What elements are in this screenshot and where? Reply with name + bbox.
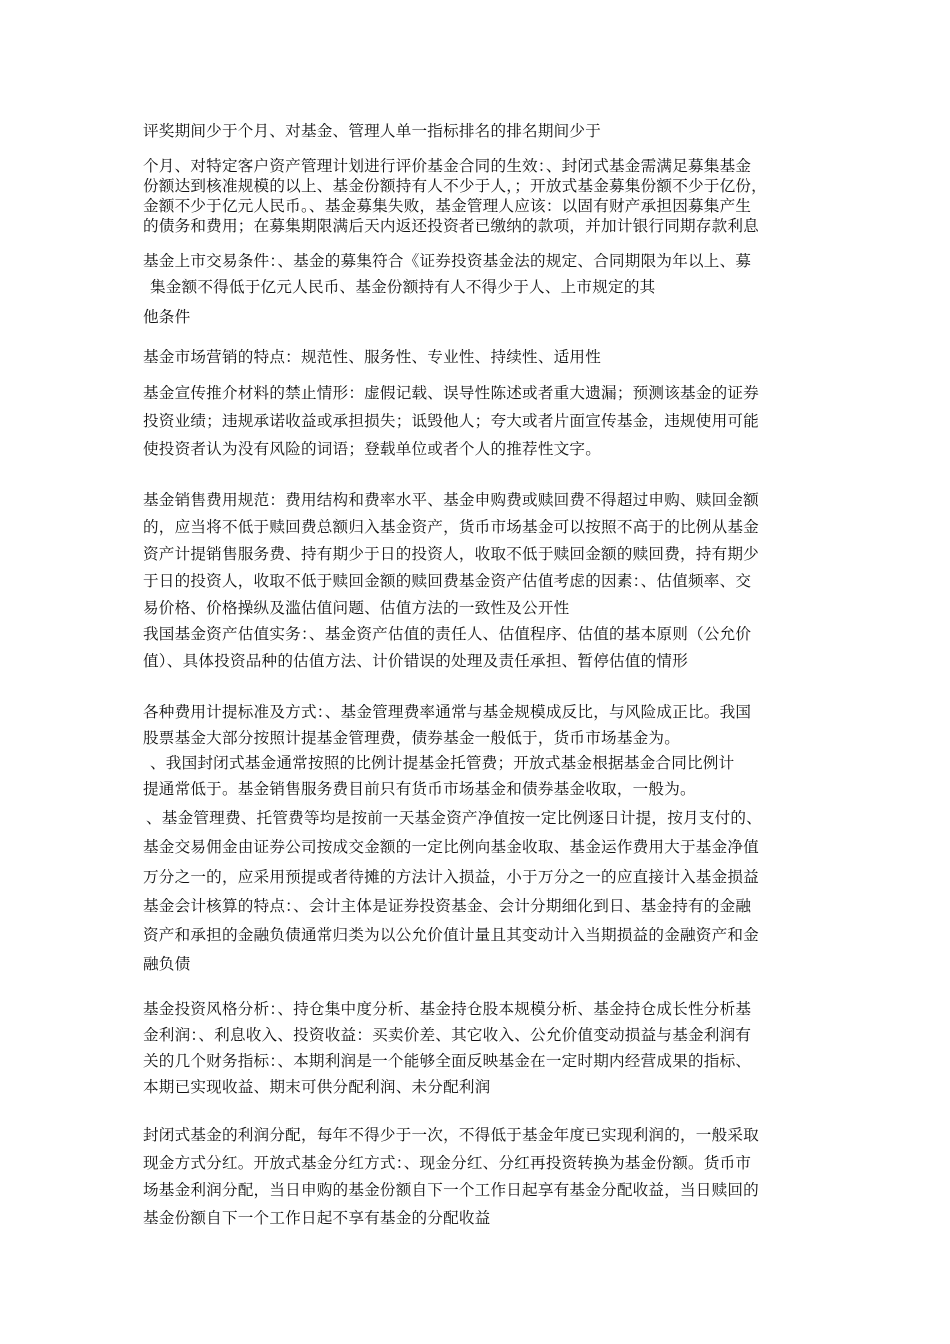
- paragraph-line: 份额达到核准规模的以上、基金份额持有人不少于人，；开放式基金募集份额不少于亿份，: [143, 177, 767, 195]
- paragraph-line: 股票基金大部分按照计提基金管理费，债券基金一般低于，货币市场基金为。: [143, 729, 680, 747]
- paragraph-line: 投资业绩；违规承诺收益或承担损失；诋毁他人；夸大或者片面宣传基金，违规使用可能: [143, 412, 759, 430]
- paragraph-line: 关的几个财务指标：、本期利润是一个能够全面反映基金在一定时期内经营成果的指标、: [143, 1052, 752, 1070]
- paragraph-line: 基金投资风格分析：、持仓集中度分析、基金持仓股本规模分析、基金持仓成长性分析基: [143, 1000, 752, 1018]
- paragraph-line: 基金会计核算的特点：、会计主体是证券投资基金、会计分期细化到日、基金持有的金融: [143, 897, 752, 915]
- paragraph-line: 基金上市交易条件：、基金的募集符合《证券投资基金法的规定、合同期限为年以上、募: [143, 252, 752, 270]
- paragraph-line: 个月、对特定客户资产管理计划进行评价基金合同的生效：、封闭式基金需满足募集基金: [143, 157, 752, 175]
- paragraph-line: 基金交易佣金由证券公司按成交金额的一定比例向基金收取、基金运作费用大于基金净值: [143, 838, 759, 856]
- paragraph-line: 他条件: [143, 308, 191, 326]
- paragraph-line: 本期已实现收益、期末可供分配利润、未分配利润: [143, 1078, 491, 1096]
- paragraph-line: 易价格、价格操纵及滥估值问题、估值方法的一致性及公开性: [143, 599, 570, 617]
- paragraph-line: 提通常低于。基金销售服务费目前只有货币市场基金和债券基金收取，一般为。: [143, 780, 696, 798]
- paragraph-line: 封闭式基金的利润分配，每年不得少于一次，不得低于基金年度已实现利润的，一般采取: [143, 1126, 759, 1144]
- paragraph-line: 、基金管理费、托管费等均是按前一天基金资产净值按一定比例逐日计提，按月支付的、: [146, 809, 762, 827]
- paragraph-line: 于日的投资人，收取不低于赎回金额的赎回费基金资产估值考虑的因素：、估值频率、交: [143, 572, 752, 590]
- paragraph-line: 万分之一的，应采用预提或者待摊的方法计入损益，小于万分之一的应直接计入基金损益: [143, 868, 759, 886]
- paragraph-line: 的，应当将不低于赎回费总额归入基金资产，货币市场基金可以按照不高于的比例从基金: [143, 518, 759, 536]
- paragraph-line: 资产和承担的金融负债通常归类为以公允价值计量且其变动计入当期损益的金融资产和金: [143, 926, 759, 944]
- paragraph-line: 融负债: [143, 955, 191, 973]
- paragraph-line: 值）、具体投资品种的估值方法、计价错误的处理及责任承担、暂停估值的情形: [143, 652, 688, 670]
- paragraph-line: 现金方式分红。开放式基金分红方式：、现金分红、分红再投资转换为基金份额。货币市: [143, 1154, 752, 1172]
- paragraph-line: 金额不少于亿元人民币。、基金募集失败，基金管理人应该：以固有财产承担因募集产生: [143, 197, 752, 215]
- paragraph-line: 金利润：、利息收入、投资收益：买卖价差、其它收入、公允价值变动损益与基金利润有: [143, 1026, 752, 1044]
- paragraph-line: 集金额不得低于亿元人民币、基金份额持有人不得少于人、上市规定的其: [150, 278, 656, 296]
- paragraph-line: 使投资者认为没有风险的词语；登载单位或者个人的推荐性文字。: [143, 440, 602, 458]
- paragraph-line: 我国基金资产估值实务：、基金资产估值的责任人、估值程序、估值的基本原则（公允价: [143, 625, 752, 643]
- paragraph-line: 评奖期间少于个月、对基金、管理人单一指标排名的排名期间少于: [143, 122, 602, 140]
- paragraph-line: 的债务和费用；在募集期限满后天内返还投资者已缴纳的款项，并加计银行同期存款利息: [143, 217, 759, 235]
- paragraph-line: 基金宣传推介材料的禁止情形：虚假记载、误导性陈述或者重大遗漏；预测该基金的证券: [143, 384, 759, 402]
- paragraph-line: 各种费用计提标准及方式：、基金管理费率通常与基金规模成反比，与风险成正比。我国: [143, 703, 752, 721]
- paragraph-line: 基金销售费用规范：费用结构和费率水平、基金申购费或赎回费不得超过申购、赎回金额: [143, 491, 759, 509]
- paragraph-line: 资产计提销售服务费、持有期少于日的投资人，收取不低于赎回金额的赎回费，持有期少: [143, 545, 759, 563]
- paragraph-line: 场基金利润分配，当日申购的基金份额自下一个工作日起享有基金分配收益，当日赎回的: [143, 1181, 759, 1199]
- paragraph-line: 基金市场营销的特点：规范性、服务性、专业性、持续性、适用性: [143, 348, 602, 366]
- paragraph-line: 基金份额自下一个工作日起不享有基金的分配收益: [143, 1209, 491, 1227]
- paragraph-line: 、我国封闭式基金通常按照的比例计提基金托管费；开放式基金根据基金合同比例计: [150, 754, 735, 772]
